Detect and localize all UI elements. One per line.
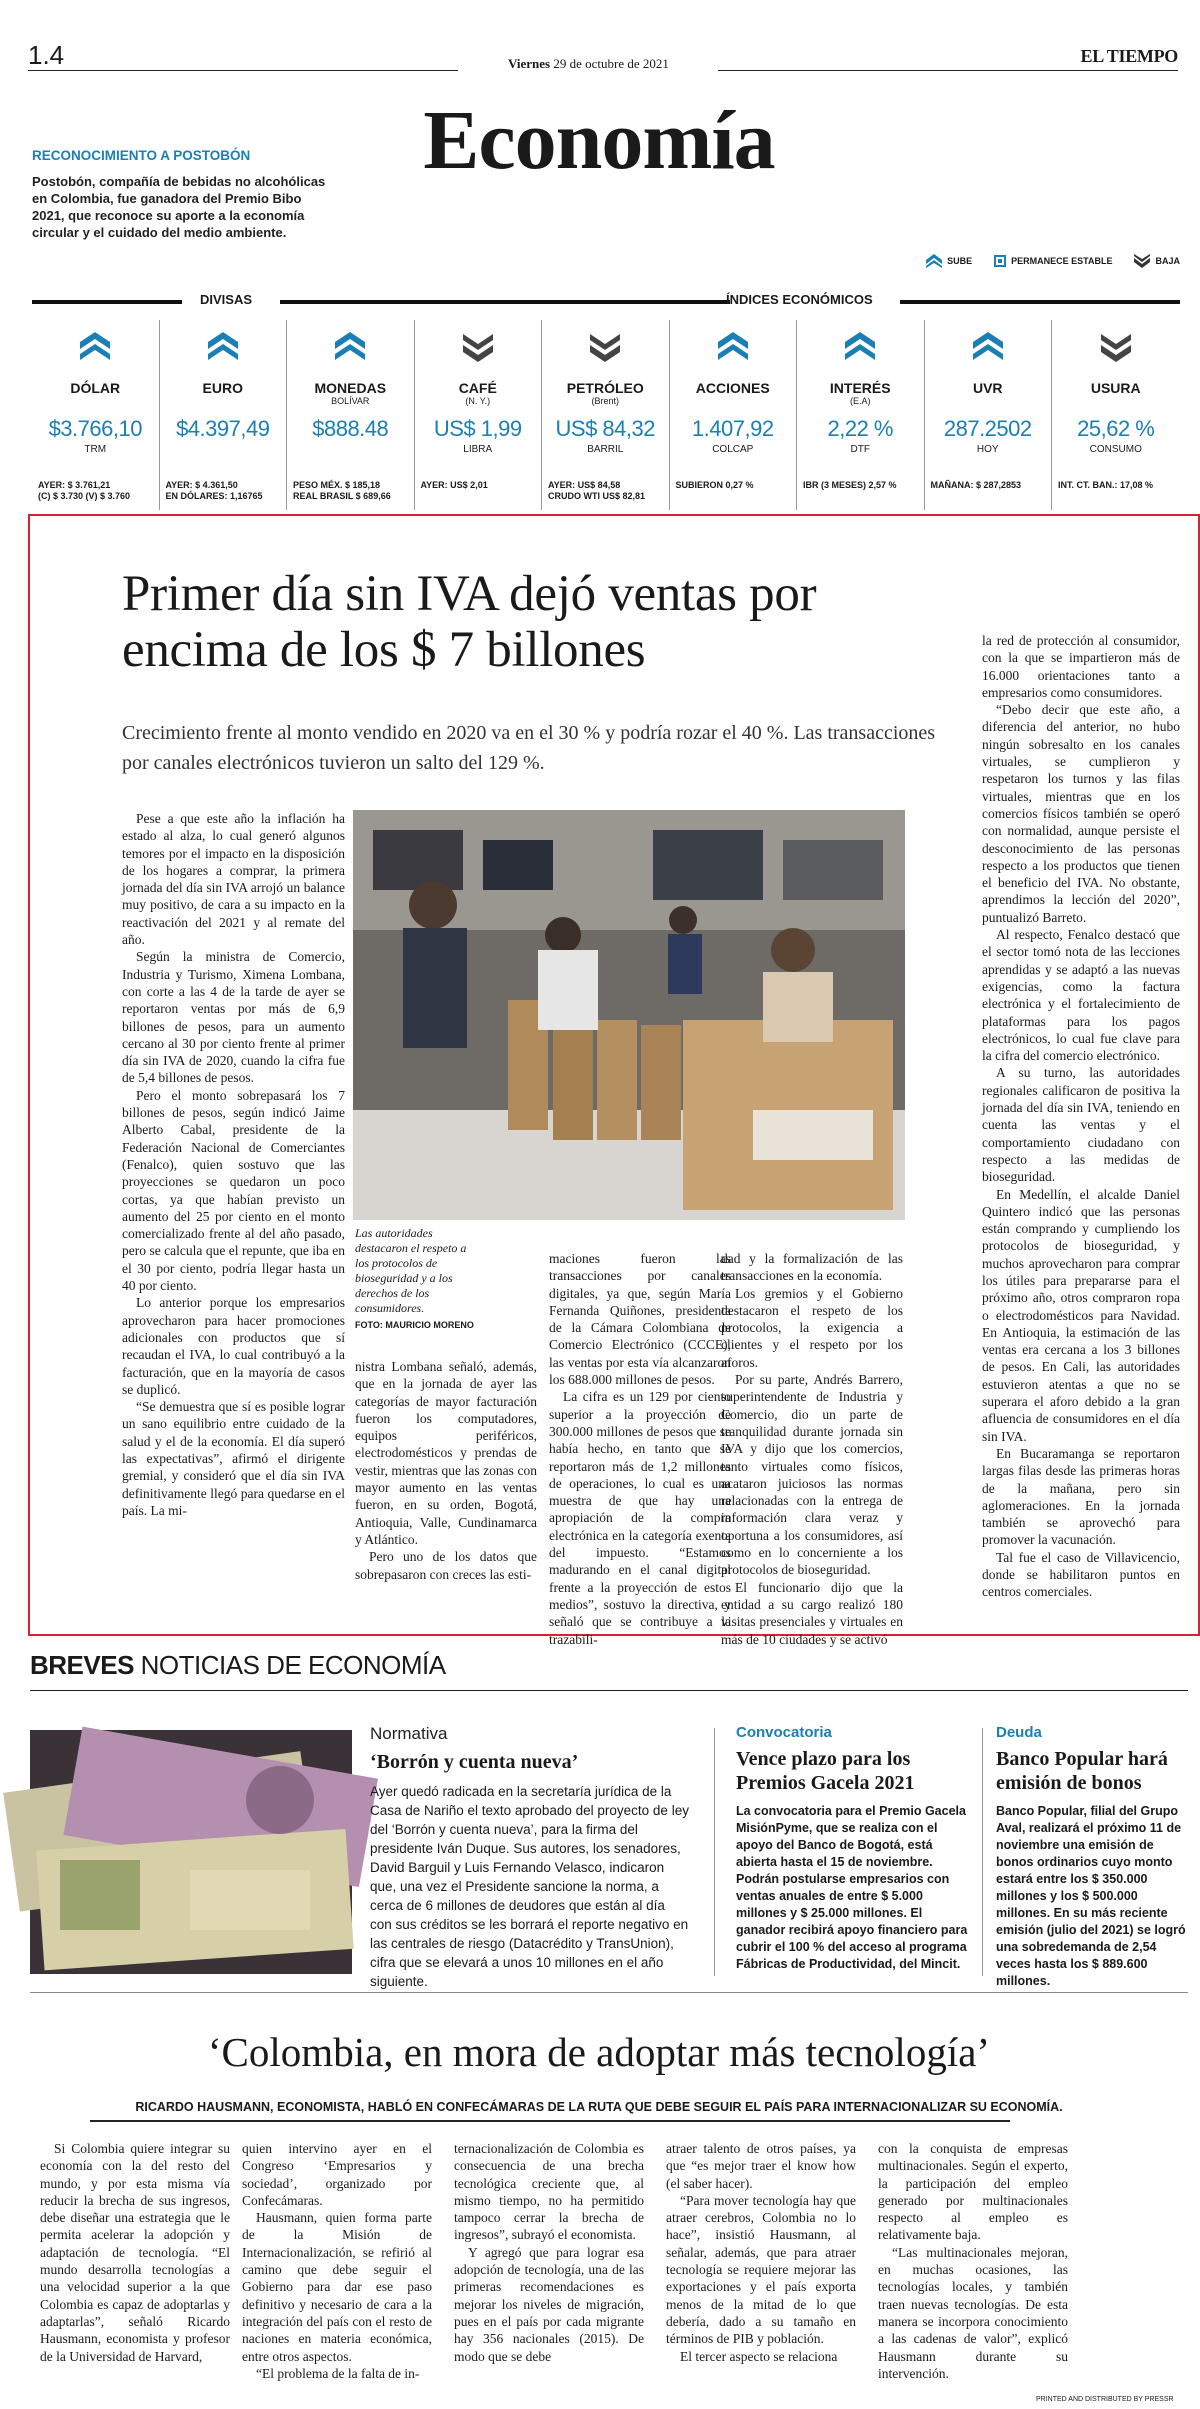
page-number: 1.4 <box>28 40 65 70</box>
indicators-header <box>32 292 1180 308</box>
indicator-petroleo: PETRÓLEO (Brent) US$ 84,32 BARRIL AYER: US$ 84,58 CRUDO WTI US$ 82,81 <box>542 320 670 510</box>
up-arrow-icon <box>716 330 750 364</box>
banknotes-illustration <box>30 1730 352 1974</box>
article2-column-4: atraer talento de otros países, ya que “es mejor traer el know how (el saber hacer). “Para mover tecnología hay que atraer cerebros, Colombia no lo hace”, insistió Hausmann, al señalar, además, que para atraer tecnología se requiere mejorar las exportaciones y el país exporta menos de la mitad de lo que debería, dado a su tamaño en términos de PIB y población. El tercer aspecto se relaciona <box>666 2141 856 2364</box>
banknotes-photo <box>30 1730 352 1974</box>
brief-divider <box>714 1728 715 1976</box>
indicators-row <box>32 320 1180 510</box>
article-column-5: la red de protección al consumidor, con la que se impartieron más de 16.000 orientaciones tanto a empresarios como consumidores. “Debo decir que este año, a diferencia del anterior, no hubo ningún sobresalto en los canales virtuales, se cumplieron y respetaron los turnos y las filas virtuales, mientras que en los comercios físicos también se operó con normalidad, aunque persiste el desconocimiento de las personas respecto a los productos que tienen el beneficio del IVA. No obstante, aprendimos la lección del 2020”, puntualizó Barreto. Al respecto, Fenalco destacó que el sector tomó nota de las lecciones aprendidas y se adaptó a las nuevas exigencias, como la factura electrónica y el fortalecimiento de plataformas para los pagos electrónicos, lo cual fue clave para la cifra del comercio electrónico. A su turno, las autoridades regionales calificaron de positiva la jornada del día sin IVA, teniendo en cuenta las ventas y el comportamiento ciudadano con respecto a las medidas de bioseguridad. En Medellín, el alcalde Daniel Quintero indicó que las personas están comprando y cumpliendo los protocolos de bioseguridad, y muchos aprovecharon para comprar los útiles para prepararse para el próximo año, otros compraron ropa o electrodomésticos para Navidad. En Antioquia, la estimación de las ventas era cercana a los 3 billones de pesos. En Cali, las autoridades estuvieron atentas a que no se superara el aforo debido a la gran afluencia de consumidores en el día sin IVA. En Bucaramanga se reportaron largas filas desde las primeras horas de la mañana, pero sin aglomeraciones. En la jornada también se aprovechó para promover la vacunación. Tal fue el caso de Villavicencio, donde se habilitaron puntos en centros comerciales. <box>982 633 1180 1600</box>
breves-rule <box>30 1690 1188 1691</box>
article2-column-3: ternacionalización de Colombia es consecuencia de una brecha tecnológica creciente que, al mismo tiempo, no ha permitido tampoco cerrar la brecha de ingresos”, subrayó el economista. Y agregó que para lograr esa adopción de tecnología, una de las primeras recomendaciones es mejorar los niveles de migración, pues en el país por cada migrante hay 356 nacionales (2015). De modo que se debe <box>454 2141 644 2364</box>
masthead-rule-left <box>28 70 458 71</box>
article-column-1: Pese a que este año la inflación ha estado al alza, lo cual generó algunos temores por el impacto en la disposición de los hogares a comprar, la primera jornada del día sin IVA arrojó un balance muy positivo, de cara a su impacto en la reactivación del 2021 y al remate del año. Según la ministra de Comercio, Industria y Turismo, Ximena Lombana, con corte a las 4 de la tarde de ayer se reportaron ventas por más de 6,9 billones de pesos, para un aumento cercano al 30 por ciento frente al primer día sin IVA de 2020, cuando la cifra fue de 5,4 billones de pesos. Pero el monto sobrepasará los 7 billones de pesos, según indicó Jaime Alberto Cabal, presidente de la Federación Nacional de Comerciantes (Fenalco), quien sostuvo que las proyecciones se quedaron un poco cortas, ya que habían previsto un aumento del 25 por ciento en el monto comercializado frente al del año pasado, pero se calcula que el repunte, que iba en el 30 por ciento, podría llegar hasta un 40 por ciento. Lo anterior porque los empresarios aprovecharon para hacer promociones adicionales con productos que sí recaudan el IVA, lo cual contribuyó a la facturación, que en la mayoría de casos se duplicó. “Se demuestra que sí es posible lograr un sano equilibrio entre cuidado de la salud y el de la economía. El día superó las expectativas”, afirmó el dirigente gremial, y consideró que el día sin IVA definitivamente llegó para quedarse en el país. La mi- <box>122 811 345 1518</box>
down-arrow-icon <box>1099 330 1133 364</box>
paper-name: EL TIEMPO <box>1080 46 1178 66</box>
up-arrow-icon <box>926 254 942 268</box>
section-title: Economía <box>423 94 775 187</box>
article-column-3: maciones fueron las transacciones por canales digitales, ya que, según María Fernanda Quiñones, presidenta de la Cámara Colombiana de Comercio Electrónico (CCCE), las ventas por esta vía alcanzaron los 688.000 millones de pesos. La cifra es un 129 por ciento superior a la proyección de 300.000 millones de pesos que se había hecho, en tanto que se reportaron más de 1,2 millones de operaciones, lo cual es una muestra de que hay una apropiación de la compra electrónica en la categoría exenta del impuesto. “Estamos madurando en el canal digital frente a la proyección de estos medios”, sostuvo la directiva, y señaló que se contribuye a la trazabili- <box>549 1251 731 1647</box>
date-day: Viernes <box>508 56 551 71</box>
caption-text: Las autoridades destacaron el respeto a los protocolos de bioseguridad y a los derechos de los consumidores. <box>355 1226 467 1315</box>
masthead <box>28 40 1178 70</box>
photo-credit: FOTO: MAURICIO MORENO <box>355 1320 474 1330</box>
recognition-text: Postobón, compañía de bebidas no alcohólicas en Colombia, fue ganadora del Premio Bibo 2021, que reconoce su aporte a la economía circular y el cuidado del medio ambiente. <box>32 174 326 240</box>
indices-label: ÍNDICES ECONÓMICOS <box>726 292 873 307</box>
indicator-dolar: DÓLAR $3.766,10 TRM AYER: $ 3.761,21 (C) $ 3.730 (V) $ 3.760 <box>32 320 160 510</box>
up-arrow-icon <box>206 330 240 364</box>
divisas-label: DIVISAS <box>200 292 253 307</box>
indicator-cafe: CAFÉ (N. Y.) US$ 1,99 LIBRA AYER: US$ 2,01 <box>415 320 543 510</box>
recognition-box <box>32 148 332 241</box>
indicator-acciones: ACCIONES 1.407,92 COLCAP SUBIERON 0,27 % <box>670 320 798 510</box>
article2-rule <box>90 2120 1010 2122</box>
article-column-4: dad y la formalización de las transacciones en la economía. Los gremios y el Gobierno destacaron el respeto de los protocolos, la exigencia a clientes y el respeto por los aforos. Por su parte, Andrés Barrero, superintendente de Industria y Comercio, dio un parte de tranquilidad durante jornada sin IVA y dijo que los comercios, tanto virtuales como físicos, acataron juiciosos las normas relacionadas con la entrega de información clara veraz y oportuna a los consumidores, así como en lo concerniente a los protocolos de bioseguridad. El funcionario dijo que la entidad a su cargo realizó 180 visitas presenciales y virtuales en más de 10 ciudades y se activó <box>721 1251 903 1647</box>
legend-stable: PERMANECE ESTABLE <box>994 254 1112 268</box>
legend-up: SUBE <box>926 254 972 268</box>
indicator-uvr: UVR 287.2502 HOY MAÑANA: $ 287,2853 <box>925 320 1053 510</box>
down-arrow-icon <box>588 330 622 364</box>
stable-square-icon <box>994 255 1006 267</box>
store-photo-illustration <box>353 810 905 1220</box>
masthead-rule-right <box>718 70 1178 71</box>
down-arrow-icon <box>461 330 495 364</box>
recognition-title: RECONOCIMIENTO A POSTOBÓN <box>32 148 251 163</box>
brief-normativa: Normativa ‘Borrón y cuenta nueva’ Ayer quedó radicada en la secretaría jurídica de la Casa de Nariño el texto aprobado del proyecto de ley del ‘Borrón y cuenta nueva’, para la firma del presidente Iván Duque. Sus autores, los senadores, David Barguil y Luis Fernando Velasco, indicaron que, una vez el Presidente sancione la norma, a cerca de 6 millones de deudores que están al día con sus créditos se les borrará el reporte negativo en las centrales de riesgo (Datacrédito y TransUnion), cifra que se elevará a unos 10 millones en el año siguiente. <box>370 1724 689 1989</box>
article2-column-5: con la conquista de empresas multinacionales. Según el experto, la participación del empleo generado por multinacionales respecto al empleo es relativamente baja. “Las multinacionales mejoran, en muchas ocasiones, las tecnologías locales, y también traen nuevas tecnologías. De esta manera se incorpora conocimiento a las cadenas de valor”, explicó Hausmann durante su intervención. <box>878 2141 1068 2381</box>
article-dek: Crecimiento frente al monto vendido en 2020 va en el 30 % y podría rozar el 40 %. Las transacciones por canales electrónicos tuvieron un salto del 129 %. <box>122 722 936 774</box>
up-arrow-icon <box>333 330 367 364</box>
date-line <box>508 56 669 72</box>
date-rest: 29 de octubre de 2021 <box>553 56 669 71</box>
up-arrow-icon <box>78 330 112 364</box>
indicator-euro: EURO $4.397,49 AYER: $ 4.361,50 EN DÓLARES: 1,16765 <box>160 320 288 510</box>
article-headline: Primer día sin IVA dejó ventas por encima de los $ 7 billones <box>122 566 817 678</box>
down-arrow-icon <box>1134 254 1150 268</box>
breves-title: BREVES NOTICIAS DE ECONOMÍA <box>30 1650 446 1680</box>
legend-down: BAJA <box>1134 254 1180 268</box>
up-arrow-icon <box>843 330 877 364</box>
indicator-interes: INTERÉS (E.A) 2,22 % DTF IBR (3 MESES) 2,57 % <box>797 320 925 510</box>
photo-caption <box>355 1226 475 1330</box>
article2-subtitle: RICARDO HAUSMANN, ECONOMISTA, HABLÓ EN CONFECÁMARAS DE LA RUTA QUE DEBE SEGUIR EL PAÍS PARA INTERNACIONALIZAR SU ECONOMÍA. <box>135 2100 1063 2114</box>
article2-column-2: quien intervino ayer en el Congreso ‘Empresarios y sociedad’, organizado por Confecámaras. Hausmann, quien forma parte de la Misión de Internacionalización, se refirió al camino que debe seguir el Gobierno para dar ese paso definitivo y necesario de cara a la integración del país con el resto de naciones en materia económica, entre otros aspectos. “El problema de la falta de in- <box>242 2141 432 2381</box>
article-column-2: nistra Lombana señaló, además, que en la jornada de ayer las categorías de mayor facturación fueron los computadores, equipos periféricos, electrodomésticos y prendas de vestir, mientras que las zonas con mayor aumento en las ventas fueron, en su orden, Bogotá, Antioquia, Valle, Cundinamarca y Atlántico. Pero uno de los datos que sobrepasaron con creces las esti- <box>355 1359 537 1582</box>
up-arrow-icon <box>971 330 1005 364</box>
article-photo <box>353 810 905 1220</box>
indicator-monedas: MONEDAS BOLÍVAR $888.48 PESO MÉX. $ 185,18 REAL BRASIL $ 689,66 <box>287 320 415 510</box>
brief-convocatoria: Convocatoria Vence plazo para los Premios Gacela 2021 La convocatoria para el Premio Gacela MisiónPyme, que se realiza con el apoyo del Banco de Bogotá, está abierta hasta el 15 de noviembre. Podrán postularse empresarios con ventas anuales de entre $ 5.000 millones y $ 25.000 millones. El ganador recibirá apoyo financiero para cubrir el 100 % del acceso al programa Fábricas de Productividad, del Mincit. <box>736 1724 968 1971</box>
brief-divider <box>982 1728 983 1976</box>
trend-legend <box>926 254 1180 268</box>
print-footer: PRINTED AND DISTRIBUTED BY PRESSR <box>1036 2396 1174 2403</box>
section-rule <box>30 1992 1188 1993</box>
brief-deuda: Deuda Banco Popular hará emisión de bonos Banco Popular, filial del Grupo Aval, realizará el próximo 11 de noviembre una emisión de bonos ordinarios cuyo monto estará entre los $ 350.000 millones y los $ 500.000 millones. En su más reciente emisión (julio del 2021) se logró una sobredemanda de 2,54 veces hasta los $ 889.600 millones. <box>996 1724 1186 1988</box>
article2-column-1: Si Colombia quiere integrar su economía con la del resto del mundo, y por esta misma vía reducir la brecha de sus ingresos, debe diseñar una estrategia que le permita acelerar la adopción y adaptación de tecnología. “El mundo desarrolla tecnologías a una velocidad superior a la que Colombia es capaz de adoptarlas y adaptarlas”, señaló Ricardo Hausmann, economista y profesor de la Universidad de Harvard, <box>40 2141 230 2364</box>
indicator-usura: USURA 25,62 % CONSUMO INT. CT. BAN.: 17,08 % <box>1052 320 1180 510</box>
article2-headline: ‘Colombia, en mora de adoptar más tecnología’ <box>207 2029 991 2075</box>
